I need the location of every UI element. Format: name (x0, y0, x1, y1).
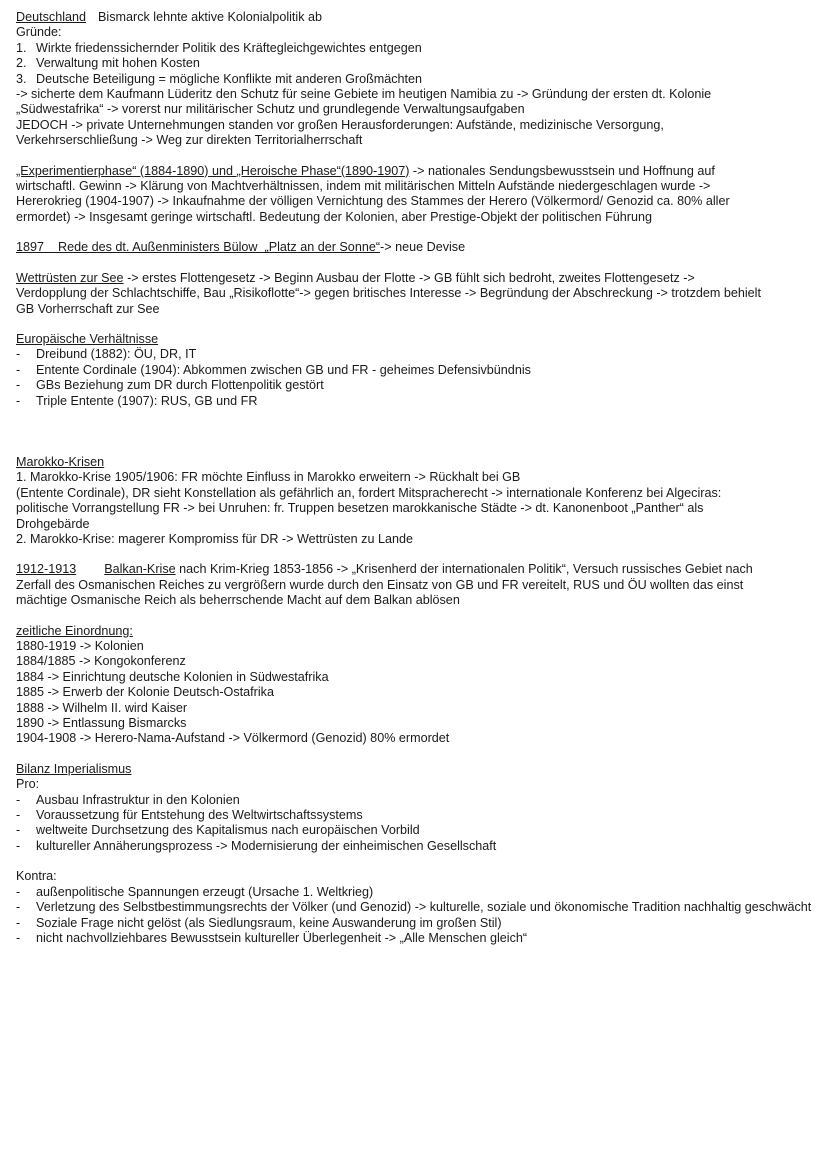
pro-item: - Ausbau Infrastruktur in den Kolonien (16, 792, 240, 807)
germany-heading: Deutschland (16, 10, 87, 24)
timeline-entry: 1884/1885 -> Kongokonferenz (16, 654, 186, 669)
pro-item: - weltweite Durchsetzung des Kapitalismus nach europäischen Vorbild (16, 823, 420, 838)
heroic-phase-heading: „Heroische Phase“(1890-1907) (236, 163, 410, 178)
timeline-entry: 1890 -> Entlassung Bismarcks (16, 716, 187, 731)
text-line: „Südwestafrika“ -> vorerst nur militärischer Schutz und grundlegende Verwaltungsaufgaben (16, 102, 525, 117)
experimental-phase-heading: „Experimentierphase“ (1884-1890) (16, 163, 209, 178)
text-line: GB Vorherrschaft zur See (16, 301, 160, 316)
imperialism-balance-heading: Bilanz Imperialismus (16, 761, 132, 776)
germany-intro: Bismarck lehnte aktive Kolonialpolitik ab (98, 10, 323, 24)
text-line: Hererokrieg (1904-1907) -> Inkaufnahme der völligen Vernichtung des Stammes der Herero (Völkermord/ Genozid ca. 80% aller (16, 194, 730, 209)
text-line: mächtige Osmanische Reich als beherrschende Macht auf dem Balkan ablösen (16, 593, 460, 608)
phases-line: „Experimentierphase“ (1884-1890) und „Heroische Phase“(1890-1907) -> nationales Sendungsbewusstsein und Hoffnung auf (16, 163, 715, 178)
text-line: Drohgebärde (16, 516, 90, 531)
list-item: - Dreibund (1882): ÖU, DR, IT (16, 347, 197, 362)
text-line: -> sicherte dem Kaufmann Lüderitz den Schutz für seine Gebiete im heutigen Namibia zu -> Gründung der ersten dt. Kolonie (16, 87, 712, 102)
morocco-crises-heading: Marokko-Krisen (16, 454, 105, 469)
timeline-entry: 1884 -> Einrichtung deutsche Kolonien in Südwestafrika (16, 669, 329, 684)
reason-item: 3. Deutsche Beteiligung = mögliche Konflikte mit anderen Großmächten (16, 71, 423, 86)
text-line: 1. Marokko-Krise 1905/1906: FR möchte Einfluss in Marokko erweitern -> Rückhalt bei GB (16, 470, 521, 485)
contra-item: - Soziale Frage nicht gelöst (als Siedlungsraum, keine Auswanderung im großen Stil) (16, 915, 502, 930)
pro-item: - Voraussetzung für Entstehung des Weltwirtschaftssystems (16, 808, 363, 823)
text-line: ermordet) -> Insgesamt geringe wirtschaftl. Bedeutung der Kolonien, aber Prestige-Objekt der politischen Führung (16, 209, 652, 224)
list-item: - Triple Entente (1907): RUS, GB und FR (16, 393, 258, 408)
timeline-heading: zeitliche Einordnung: (16, 623, 133, 638)
text-line: JEDOCH -> private Unternehmungen standen vor großen Herausforderungen: Aufstände, medizinische Versorgung, (16, 117, 664, 132)
timeline-entry: 1888 -> Wilhelm II. wird Kaiser (16, 700, 188, 715)
contra-item: - nicht nachvollziehbares Bewusstsein kultureller Überlegenheit -> „Alle Menschen gleich“ (16, 930, 528, 945)
list-item: - GBs Beziehung zum DR durch Flottenpolitik gestört (16, 378, 324, 393)
reason-item: 2. Verwaltung mit hohen Kosten (16, 56, 200, 71)
balkan-heading: Balkan-Krise (104, 562, 176, 577)
timeline-entry: 1885 -> Erwerb der Kolonie Deutsch-Ostafrika (16, 685, 274, 700)
european-relations-heading: Europäische Verhältnisse (16, 331, 159, 346)
pro-label: Pro: (16, 777, 40, 792)
buelow-heading: 1897 Rede des dt. Außenministers Bülow „Platz an der Sonne“ (16, 240, 381, 255)
text-line: (Entente Cordinale), DR sieht Konstellation als gefährlich an, fordert Mitspracherecht -> internationale Konferenz bei Algeciras: (16, 485, 722, 500)
text-line: politische Vorrangstellung FR -> bei Unruhen: fr. Truppen besetzen marokkanische Städte -> dt. Kanonenboot „Panther“ als (16, 501, 704, 516)
text-line: Verdopplung der Schlachtschiffe, Bau „Risikoflotte“-> gegen britisches Interesse -> Begründung der Abschreckung -> trotzdem behielt (16, 286, 761, 301)
text-line: Zerfall des Osmanischen Reiches zu vergrößern wurde durch den Einsatz von GB und FR vereitelt, RUS und ÖU wollten das einst (16, 577, 744, 592)
list-item: - Entente Cordinale (1904): Abkommen zwischen GB und FR - geheimes Defensivbündnis (16, 362, 531, 377)
pro-item: - kultureller Annäherungsprozess -> Modernisierung der einheimischen Gesellschaft (16, 838, 497, 853)
text-line: wirtschaftl. Gewinn -> Klärung von Machtverhältnissen, indem mit militärischen Mitteln Aufstände niedergeschlagen wurde -> (16, 179, 711, 194)
text-line: 2. Marokko-Krise: magerer Kompromiss für DR -> Wettrüsten zu Lande (16, 531, 413, 546)
contra-item: - Verletzung des Selbstbestimmungsrechts der Völker (und Genozid) -> kulturelle, soziale und ökonomische Tradition nachhaltig geschwächt (16, 900, 812, 915)
buelow-line: 1897 Rede des dt. Außenministers Bülow „Platz an der Sonne“-> neue Devise (16, 240, 466, 255)
naval-race-line: Wettrüsten zur See -> erstes Flottengesetz -> Beginn Ausbau der Flotte -> GB fühlt sich bedroht, zweites Flottengesetz -> (16, 270, 695, 285)
contra-label: Kontra: (16, 869, 57, 884)
timeline-entry: 1880-1919 -> Kolonien (16, 639, 144, 653)
naval-race-heading: Wettrüsten zur See (16, 270, 124, 285)
timeline-entry: 1904-1908 -> Herero-Nama-Aufstand -> Völkermord (Genozid) 80% ermordet (16, 731, 450, 746)
reasons-label: Gründe: (16, 25, 62, 40)
reason-item: 1. Wirkte friedenssichernder Politik des Kräftegleichgewichtes entgegen (16, 40, 422, 55)
balkan-year: 1912-1913 (16, 562, 77, 577)
balkan-line: 1912-1913 Balkan-Krise nach Krim-Krieg 1853-1856 -> „Krisenherd der internationalen Politik“, Versuch russisches Gebiet nach (16, 562, 753, 577)
text-line: Verkehrserschließung -> Weg zur direkten Territorialherrschaft (16, 133, 363, 148)
germany-line (16, 10, 816, 25)
document-page (16, 10, 816, 946)
contra-item: - außenpolitische Spannungen erzeugt (Ursache 1. Weltkrieg) (16, 884, 374, 899)
